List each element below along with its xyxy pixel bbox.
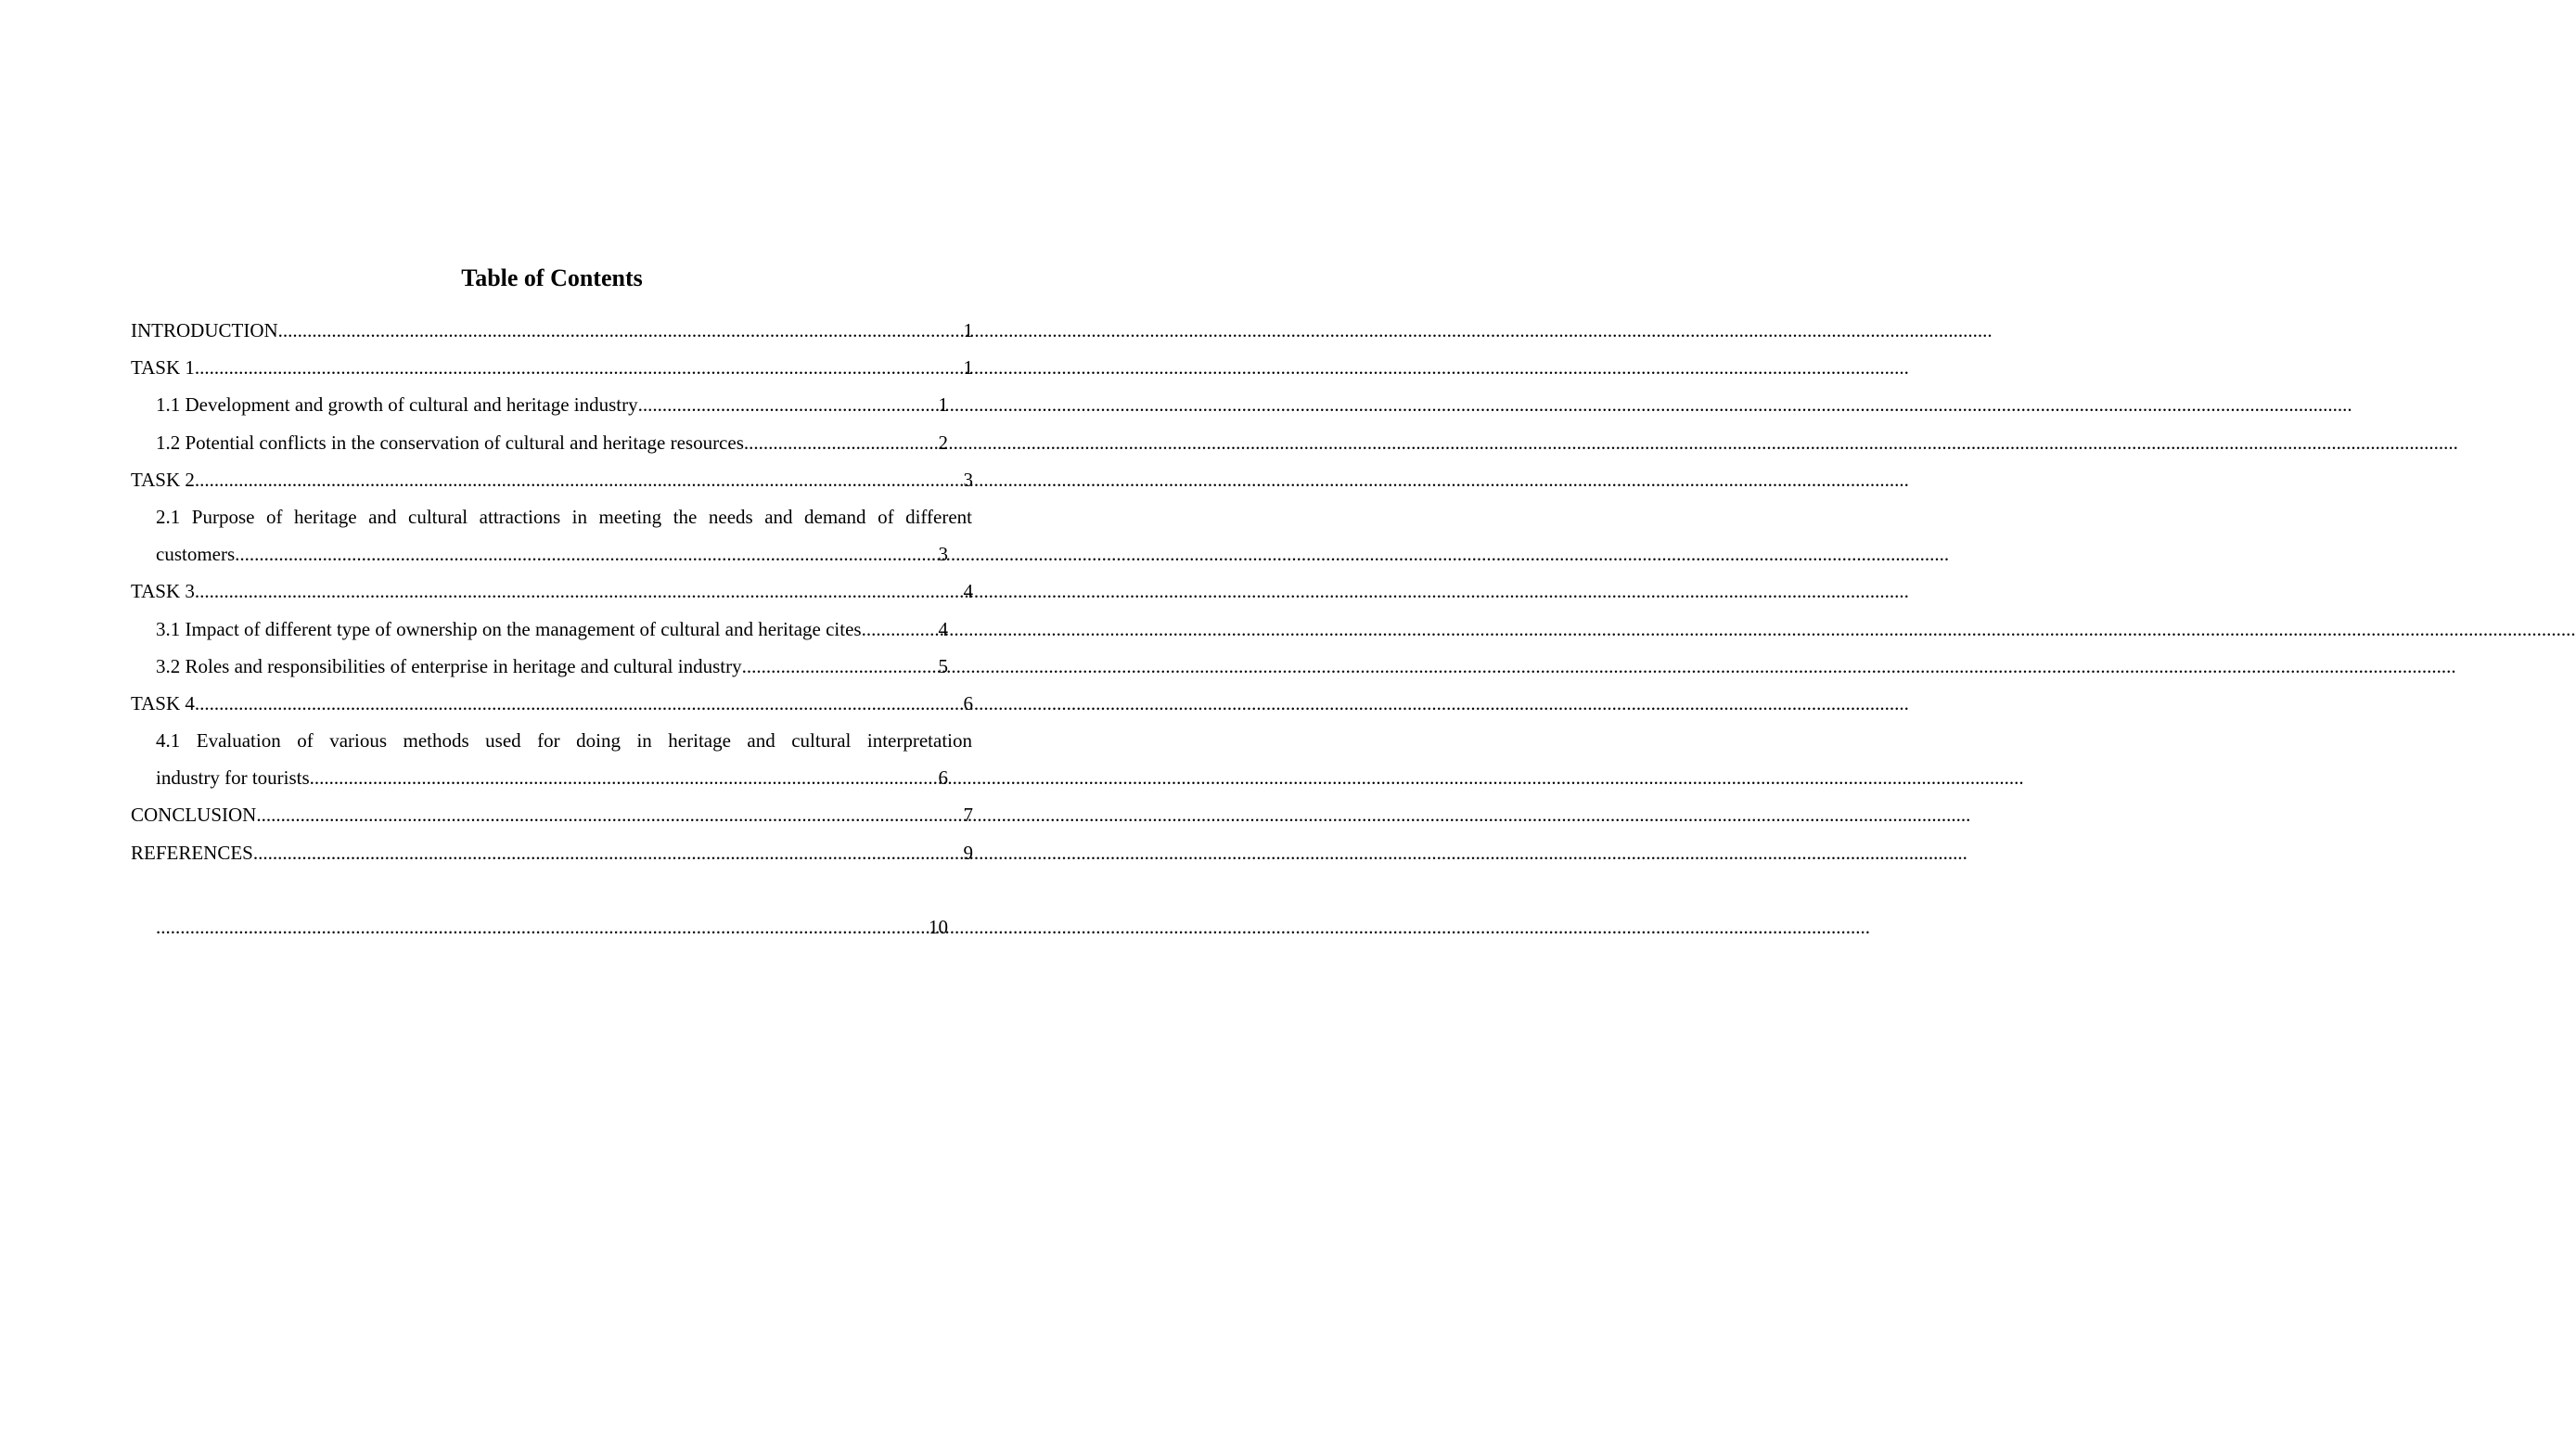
toc-entry-label: TASK 1 [131, 356, 195, 380]
toc-entry-page: 7 [963, 804, 973, 827]
toc-entry-label: INTRODUCTION [131, 319, 278, 341]
toc-entry-label: 1.1 Development and growth of cultural and heritage industry [156, 393, 638, 417]
toc-entry-2-1[interactable] [156, 498, 972, 573]
toc-leader-dots [235, 535, 938, 573]
toc-leader-dots [638, 386, 939, 423]
toc-entry-page: 2 [938, 431, 948, 454]
toc-entry-3-2[interactable] [156, 648, 948, 685]
toc-leader-dots [195, 685, 964, 722]
toc-entry-page: 3 [963, 468, 973, 491]
toc-entry-label-line2: customers [156, 543, 236, 566]
toc-entry-label: 1.2 Potential conflicts in the conservation of cultural and heritage resources [156, 431, 744, 454]
toc-entry-conclusion[interactable] [131, 796, 973, 833]
toc-leader-dots [862, 611, 939, 648]
toc-entry-page: 10 [929, 915, 948, 938]
toc-entry-page: 1 [963, 356, 973, 380]
toc-entry-3-1[interactable] [156, 611, 948, 648]
toc-entry-label: TASK 2 [131, 468, 195, 491]
toc-entry-references[interactable] [131, 834, 973, 871]
toc-entry-page: 6 [963, 691, 973, 714]
toc-entry-untitled[interactable] [156, 908, 948, 946]
toc-entry-page: 5 [938, 654, 948, 677]
toc-entry-task-4[interactable] [131, 685, 973, 722]
toc-leader-dots [195, 461, 964, 498]
toc-entry-task-2[interactable] [131, 461, 973, 498]
toc-title: Table of Contents [461, 264, 643, 291]
table-of-contents [131, 260, 973, 946]
toc-entry-page: 9 [963, 841, 973, 864]
toc-entry-label: REFERENCES [131, 841, 253, 864]
toc-entry-page: 4 [938, 617, 948, 640]
toc-entry-4-1[interactable] [156, 722, 972, 796]
toc-entry-1-2[interactable] [156, 424, 948, 461]
toc-leader-dots [278, 312, 964, 349]
toc-entry-page: 1 [938, 393, 948, 417]
toc-leader-dots [744, 424, 939, 461]
toc-leader-dots [253, 834, 964, 871]
toc-leader-dots [195, 573, 964, 610]
toc-entry-label-line2: industry for tourists [156, 766, 310, 790]
toc-leader-dots [195, 349, 964, 386]
spacer [131, 871, 973, 908]
toc-entry-label: TASK 4 [131, 691, 195, 714]
toc-entry-label: CONCLUSION [131, 804, 257, 827]
toc-entry-label: TASK 3 [131, 580, 195, 603]
toc-leader-dots [742, 648, 939, 685]
toc-entry-task-3[interactable] [131, 573, 973, 610]
toc-entry-label-line1: 4.1 Evaluation of various methods used for doing in heritage and cultural interpretation [156, 729, 972, 753]
toc-entry-task-1[interactable] [131, 349, 973, 386]
toc-entry-label-line1: 2.1 Purpose of heritage and cultural attractions in meeting the needs and demand of different [156, 505, 972, 528]
toc-entry-page: 1 [963, 319, 973, 341]
toc-entry-page: 4 [963, 580, 973, 603]
toc-entry-page: 3 [938, 543, 948, 566]
toc-leader-dots [256, 796, 963, 833]
toc-entry-introduction[interactable] [131, 312, 973, 349]
toc-leader-dots [156, 908, 929, 946]
toc-entry-label: 3.2 Roles and responsibilities of enterprise in heritage and cultural industry [156, 654, 742, 677]
toc-entry-page: 6 [938, 766, 948, 790]
toc-entry-label: 3.1 Impact of different type of ownership on the management of cultural and heritage cites [156, 617, 862, 640]
toc-entry-1-1[interactable] [156, 386, 948, 423]
toc-leader-dots [310, 759, 939, 796]
